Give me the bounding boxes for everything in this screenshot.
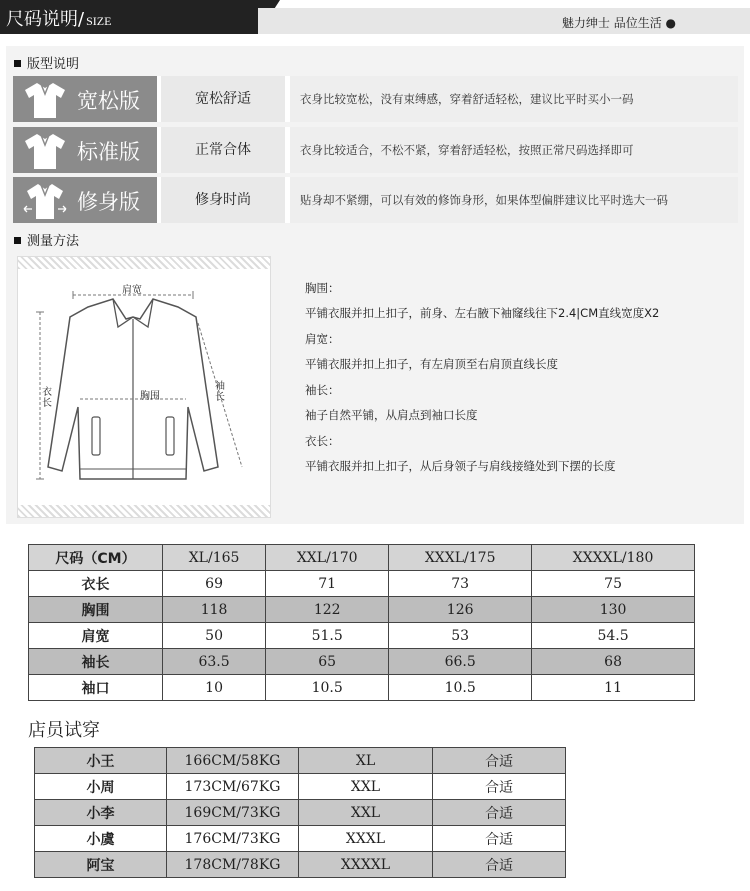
table-cell: 10 [163, 675, 266, 701]
table-cell: 衣长 [29, 571, 163, 597]
measure-title: 胸围： [305, 281, 340, 295]
table-cell: 肩宽 [29, 623, 163, 649]
table-cell: 合适 [433, 852, 566, 878]
table-cell: 66.5 [389, 649, 532, 675]
label-sleeve: 袖长 [215, 381, 225, 403]
table-row [35, 826, 566, 852]
table-cell: XXL [299, 774, 433, 800]
table-cell: 合适 [433, 800, 566, 826]
header-dark-band [0, 0, 258, 34]
table-row [29, 597, 695, 623]
header-slogan: 魅力绅士 品位生活 ● [561, 16, 676, 30]
size-table [28, 544, 695, 701]
fit-row-slim [13, 177, 738, 223]
table-cell: 65 [266, 649, 389, 675]
table-cell: 袖口 [29, 675, 163, 701]
table-cell: 小李 [35, 800, 167, 826]
fit-heading-text: 版型说明 [27, 57, 80, 72]
table-cell: XXL [299, 800, 433, 826]
table-cell: 75 [532, 571, 695, 597]
fit-row-loose [13, 76, 738, 122]
measure-title: 肩宽： [305, 332, 340, 346]
size-table-header [29, 545, 695, 571]
fit-section-heading [14, 53, 79, 72]
label-length: 衣长 [42, 387, 52, 409]
header-title-text: 尺码说明/ [6, 9, 85, 30]
table-cell: 173CM/67KG [167, 774, 299, 800]
table-row [35, 852, 566, 878]
fit-badge-label: 修身版 [77, 190, 140, 214]
table-row [35, 748, 566, 774]
polo-shirt-icon [23, 80, 67, 120]
table-row [29, 649, 695, 675]
table-row [29, 623, 695, 649]
staff-section-title: 店员试穿 [28, 720, 100, 741]
heading-square-icon [14, 60, 21, 67]
fit-description: 衣身比较宽松，没有束缚感，穿着舒适轻松，建议比平时买小一码 [290, 76, 738, 122]
table-cell: XXXL [299, 826, 433, 852]
table-cell: 袖长 [29, 649, 163, 675]
table-row [29, 571, 695, 597]
table-cell: 176CM/73KG [167, 826, 299, 852]
fit-name: 正常合体 [161, 127, 285, 173]
table-cell: 10.5 [266, 675, 389, 701]
header-light-band [258, 8, 750, 34]
table-cell: XXXXL [299, 852, 433, 878]
fit-badge-label: 宽松版 [77, 89, 140, 113]
table-row [35, 800, 566, 826]
measure-desc: 平铺衣服并扣上扣子，前身、左右腋下袖窿线往下2.4|CM直线宽度X2 [305, 306, 660, 320]
fit-badge-slim [13, 177, 157, 223]
fit-name: 宽松舒适 [161, 76, 285, 122]
table-cell: 10.5 [389, 675, 532, 701]
table-cell: XL [299, 748, 433, 774]
table-cell: 11 [532, 675, 695, 701]
table-cell: 73 [389, 571, 532, 597]
table-cell: 合适 [433, 774, 566, 800]
table-cell: 小虞 [35, 826, 167, 852]
fit-description: 衣身比较适合，不松不紧，穿着舒适轻松，按照正常尺码选择即可 [290, 127, 738, 173]
table-row [29, 675, 695, 701]
measure-desc: 平铺衣服并扣上扣子，从后身领子与肩线接缝处到下摆的长度 [305, 459, 616, 473]
table-cell: 51.5 [266, 623, 389, 649]
fit-badge-label: 标准版 [77, 140, 140, 164]
measure-section-heading [14, 230, 79, 249]
table-cell: 71 [266, 571, 389, 597]
table-cell: 68 [532, 649, 695, 675]
header-cell: XL/165 [163, 545, 266, 571]
page-header [0, 0, 750, 34]
table-cell: 166CM/58KG [167, 748, 299, 774]
measure-title: 衣长： [305, 434, 340, 448]
staff-table [34, 747, 566, 878]
table-cell: 169CM/73KG [167, 800, 299, 826]
header-subtitle: SIZE [86, 14, 112, 28]
label-chest: 胸围 [140, 391, 160, 402]
heading-square-icon [14, 237, 21, 244]
table-cell: 合适 [433, 826, 566, 852]
measure-title: 袖长： [305, 383, 340, 397]
table-cell: 小王 [35, 748, 167, 774]
slim-shirt-icon [23, 181, 67, 221]
table-cell: 63.5 [163, 649, 266, 675]
table-cell: 54.5 [532, 623, 695, 649]
table-cell: 122 [266, 597, 389, 623]
label-shoulder: 肩宽 [122, 285, 142, 296]
table-row [35, 774, 566, 800]
header-cell: XXXL/175 [389, 545, 532, 571]
jacket-diagram [17, 256, 271, 518]
table-cell: 178CM/78KG [167, 852, 299, 878]
fit-badge-loose [13, 76, 157, 122]
fit-description: 贴身却不紧绷，可以有效的修饰身形，如果体型偏胖建议比平时选大一码 [290, 177, 738, 223]
measure-instructions [305, 280, 735, 484]
table-cell: 小周 [35, 774, 167, 800]
table-cell: 50 [163, 623, 266, 649]
polo-shirt-icon [23, 131, 67, 171]
table-cell: 69 [163, 571, 266, 597]
table-cell: 118 [163, 597, 266, 623]
header-cell: XXXXL/180 [532, 545, 695, 571]
table-cell: 胸围 [29, 597, 163, 623]
fit-row-standard [13, 127, 738, 173]
fit-badge-standard [13, 127, 157, 173]
table-cell: 阿宝 [35, 852, 167, 878]
table-cell: 53 [389, 623, 532, 649]
measure-desc: 平铺衣服并扣上扣子，有左肩顶至右肩顶直线长度 [305, 357, 558, 371]
table-cell: 130 [532, 597, 695, 623]
measure-desc: 袖子自然平铺，从肩点到袖口长度 [305, 408, 478, 422]
table-cell: 合适 [433, 748, 566, 774]
fit-name: 修身时尚 [161, 177, 285, 223]
header-cell: 尺码（CM） [29, 545, 163, 571]
table-cell: 126 [389, 597, 532, 623]
header-cell: XXL/170 [266, 545, 389, 571]
measure-heading-text: 测量方法 [27, 234, 80, 249]
header-title [6, 5, 111, 31]
